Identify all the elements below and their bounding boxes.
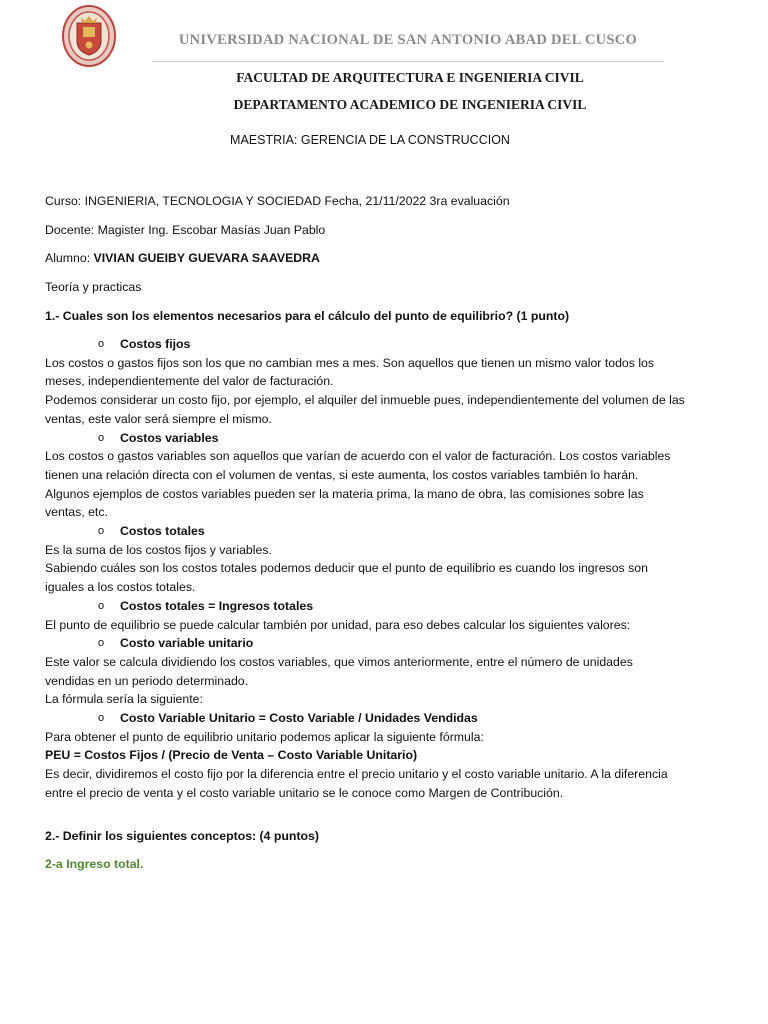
total-costs-paragraph-2: Sabiendo cuáles son los costos totales podemos deducir que el punto de equilibrio es cuando los ingresos son iguales a los costos totales. [45,561,648,595]
variable-costs-paragraph-2: Algunos ejemplos de costos variables pueden ser la materia prima, la mano de obra, las comisiones sobre las ventas, etc. [45,486,644,520]
student-label: Alumno: [45,251,94,266]
bullet-marker: o [98,431,105,444]
header-divider [152,61,664,62]
bullet-unit-variable-cost: o Costo variable unitario [45,634,685,653]
peu-intro: Para obtener el punto de equilibrio unitario podemos aplicar la siguiente fórmula: [45,729,484,744]
peu-formula: PEU = Costos Fijos / (Precio de Venta – Costo Variable Unitario) [45,748,418,763]
bullet-unit-cost-formula: o Costo Variable Unitario = Costo Variable / Unidades Vendidas [45,709,685,728]
university-seal [62,5,116,67]
course-line: Curso: INGENIERIA, TECNOLOGIA Y SOCIEDAD Fecha, 21/11/2022 3ra evaluación [45,194,510,208]
question-2a-subtitle: 2-a Ingreso total. [45,857,144,872]
bullet-marker: o [98,712,105,725]
student-line [45,249,685,268]
section-subtitle: Teoría y practicas [45,280,142,295]
program-name: MAESTRIA: GERENCIA DE LA CONSTRUCCION [230,133,510,147]
variable-costs-paragraph-1: Los costos o gastos variables son aquellos que varían de acuerdo con el valor de facturación. Los costos variables tienen una relación directa con el volumen de ventas, si este aumenta, los costos variables también lo harán. [45,449,671,482]
department-name: DEPARTAMENTO ACADEMICO DE INGENIERIA CIVIL [233,97,587,112]
faculty-name: FACULTAD DE ARQUITECTURA E INGENIERIA CIVIL [236,70,584,85]
fixed-costs-paragraph-2: Podemos considerar un costo fijo, por ejemplo, el alquiler del inmueble pues, independientemente del volumen de las ventas, este valor será siempre el mismo. [45,393,685,426]
student-name: VIVIAN GUEIBY GUEVARA SAAVEDRA [93,251,320,266]
teacher-line: Docente: Magister Ing. Escobar Masías Juan Pablo [45,222,326,237]
unit-cost-paragraph: Este valor se calcula dividiendo los costos variables, que vimos anteriormente, entre el número de unidades vendidas en un periodo determinado. [45,654,633,688]
bullet-costs-equals-income: o Costos totales = Ingresos totales [45,597,685,616]
bullet-marker: o [98,525,105,538]
question-2-title: 2.- Definir los siguientes conceptos: (4 puntos) [45,828,319,843]
bullet-marker: o [98,338,105,351]
bullet-marker: o [98,599,105,612]
bullet-fixed-costs: o Costos fijos [45,335,685,354]
equality-paragraph: El punto de equilibrio se puede calcular también por unidad, para eso debes calcular los siguientes valores: [45,617,631,632]
question-1-title: 1.- Cuales son los elementos necesarios para el cálculo del punto de equilibrio? (1 punto) [45,308,570,323]
peu-explanation: Es decir, dividiremos el costo fijo por la diferencia entre el precio unitario y el costo variable unitario. A la diferencia entre el precio de venta y el costo variable unitario se le conoce como Margen de Contribución. [45,767,668,800]
bullet-total-costs: o Costos totales [45,522,685,541]
total-costs-paragraph-1: Es la suma de los costos fijos y variables. [45,542,272,557]
document-body [45,192,685,874]
bullet-marker: o [98,637,105,650]
fixed-costs-paragraph-1: Los costos o gastos fijos son los que no cambian mes a mes. Son aquellos que tienen un mismo valor todos los meses, independientemente del valor de facturación. [45,355,655,389]
formula-intro: La fórmula sería la siguiente: [45,692,203,707]
university-name: UNIVERSIDAD NACIONAL DE SAN ANTONIO ABAD DEL CUSCO [178,32,638,48]
bullet-variable-costs: o Costos variables [45,429,685,448]
